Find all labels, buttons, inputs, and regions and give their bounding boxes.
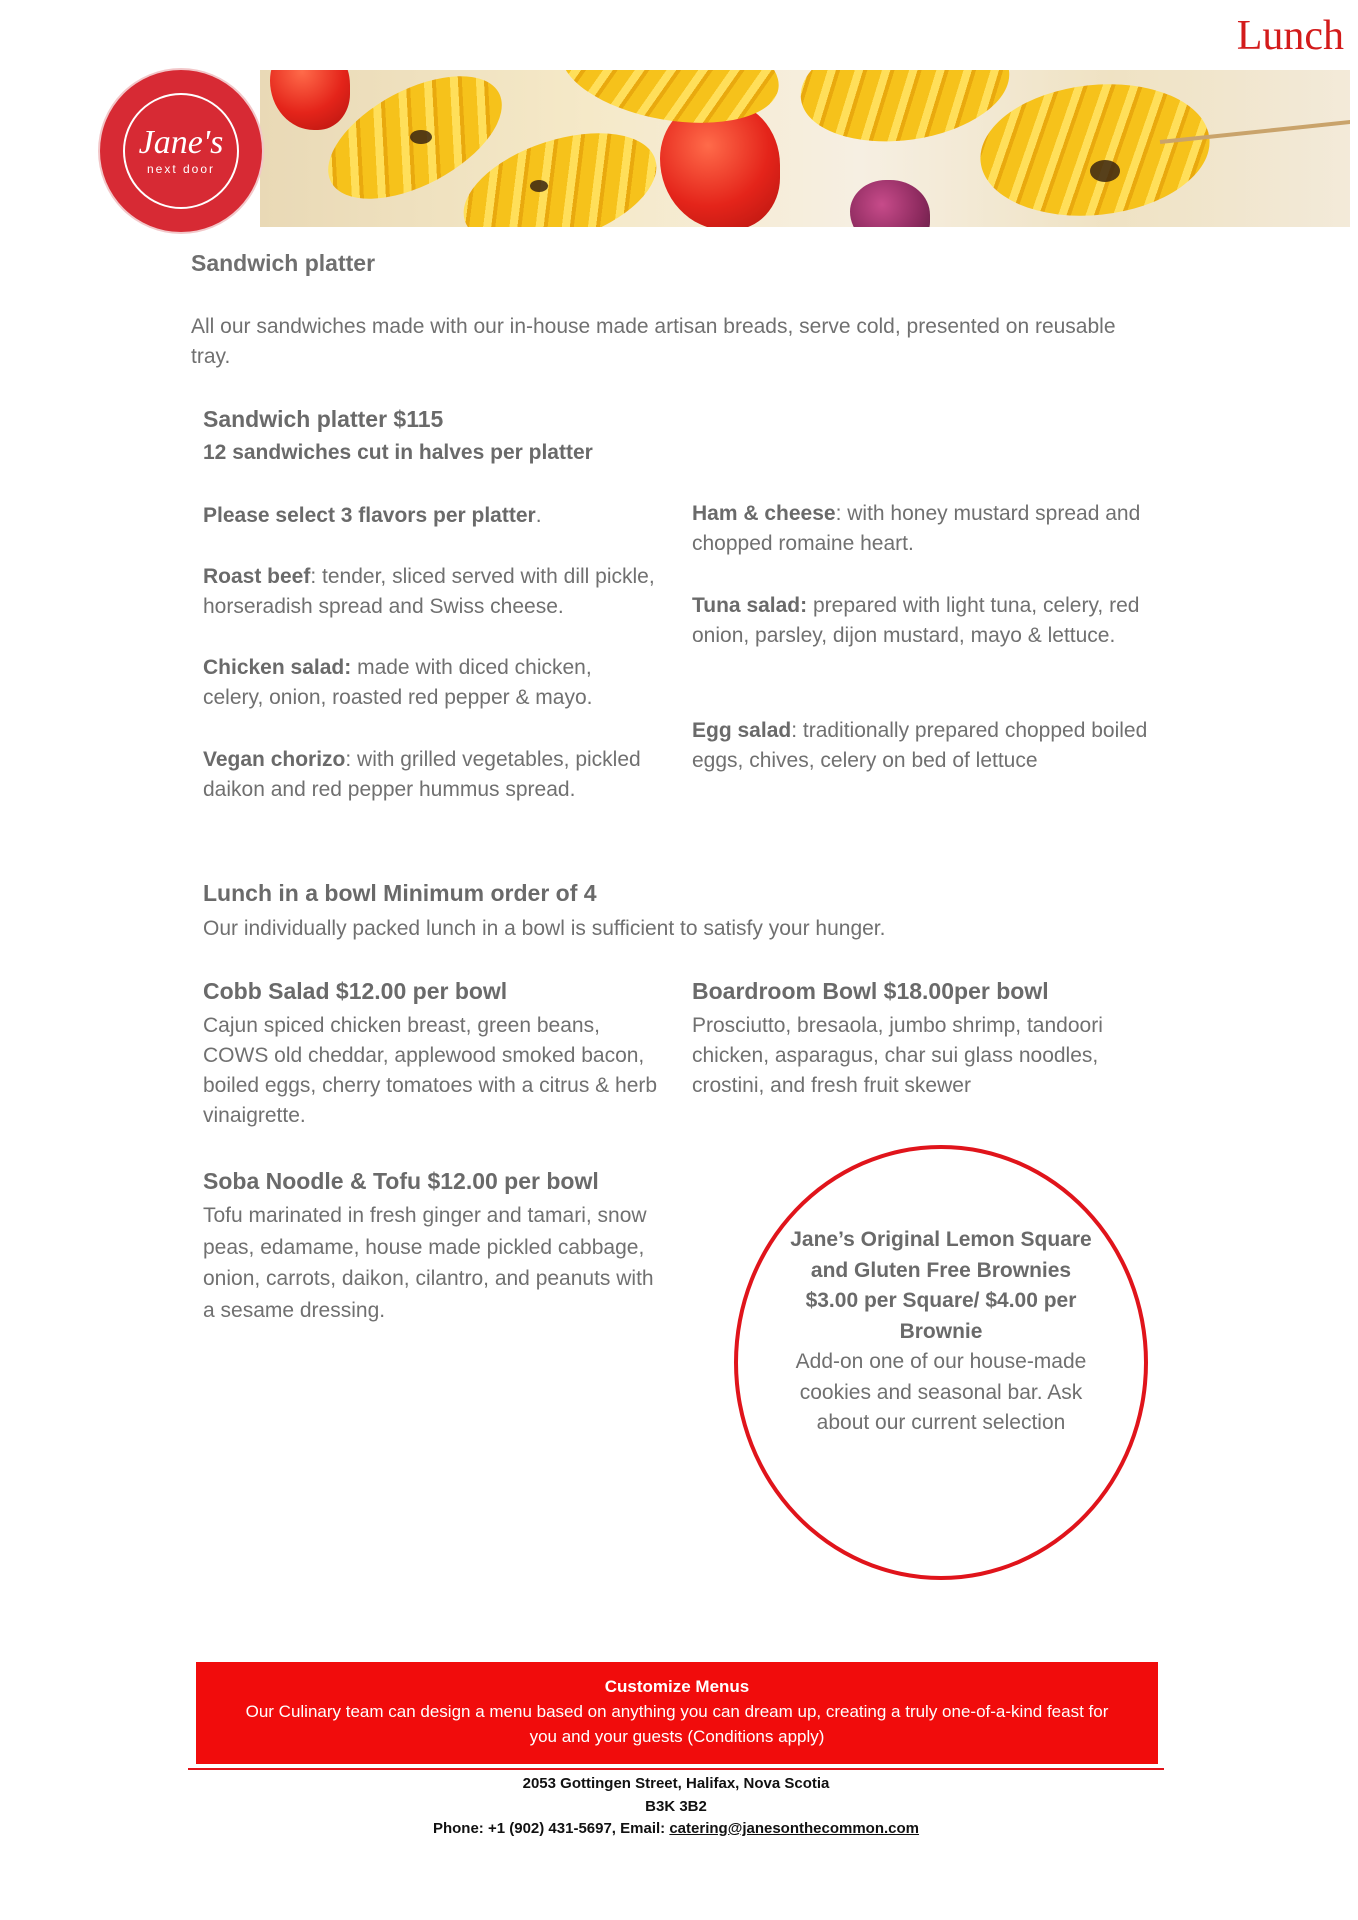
- sandwich-intro: All our sandwiches made with our in-house made artisan breads, serve cold, presented on reusable tray.: [191, 315, 1116, 368]
- email-link[interactable]: catering@janesonthecommon.com: [669, 1820, 920, 1837]
- dessert-price: $3.00 per Square/ $4.00 per Brownie: [805, 1289, 1077, 1343]
- sandwich-platter-title: Sandwich platter $115: [203, 406, 444, 432]
- soba-desc: Tofu marinated in fresh ginger and tamari, snow peas, edamame, house made pickled cabbage, onion, carrots, daikon, cilantro, and peanuts with a sesame dressing.: [203, 1204, 654, 1322]
- item-name: Roast beef: [203, 565, 311, 588]
- footer-contact: [188, 1818, 1164, 1841]
- item-desc: with grilled vegetables, pickled daikon and red pepper hummus spread.: [203, 748, 641, 801]
- list-item: Vegan chorizo: with grilled vegetables, pickled daikon and red pepper hummus spread.: [203, 748, 641, 801]
- logo-name: Jane's: [138, 124, 224, 161]
- select-note-text: Please select 3 flavors per platter: [203, 504, 536, 527]
- item-desc: with honey mustard spread and chopped romaine heart.: [692, 502, 1141, 555]
- dessert-text: [790, 1225, 1092, 1439]
- banner-title: Lunch: [1236, 13, 1344, 59]
- customize-text: Our Culinary team can design a menu based on anything you can dream up, creating a truly one-of-a-kind feast for you and your guests (Conditions apply): [245, 1702, 1109, 1746]
- header-banner-image: [260, 70, 1350, 227]
- boardroom-title: Boardroom Bowl $18.00per bowl: [692, 978, 1049, 1004]
- customize-title: Customize Menus: [604, 1677, 750, 1696]
- logo-ring: [123, 93, 239, 209]
- item-name: Egg salad: [692, 719, 792, 742]
- footer: [188, 1773, 1164, 1841]
- customize-menus-box: [196, 1662, 1158, 1764]
- footer-divider: [188, 1768, 1164, 1770]
- bowl-section-title: Lunch in a bowl Minimum order of 4: [203, 880, 597, 906]
- cobb-title: Cobb Salad $12.00 per bowl: [203, 978, 508, 1004]
- dessert-desc: Add-on one of our house-made cookies and seasonal bar. Ask about our current selection: [795, 1350, 1087, 1434]
- logo: [100, 70, 262, 232]
- select-note: Please select 3 flavors per platter.: [203, 504, 542, 527]
- cobb-desc: Cajun spiced chicken breast, green beans, COWS old cheddar, applewood smoked bacon, boiled eggs, cherry tomatoes with a citrus & herb vinaigrette.: [203, 1014, 658, 1127]
- item-name: Vegan chorizo: [203, 748, 346, 771]
- item-desc: traditionally prepared chopped boiled eggs, chives, celery on bed of lettuce: [692, 719, 1148, 772]
- soba-title: Soba Noodle & Tofu $12.00 per bowl: [203, 1168, 599, 1194]
- item-name: Chicken salad:: [203, 656, 352, 679]
- footer-address: 2053 Gottingen Street, Halifax, Nova Scotia: [522, 1775, 830, 1792]
- list-item: Ham & cheese: with honey mustard spread and chopped romaine heart.: [692, 502, 1141, 555]
- list-item: Roast beef: tender, sliced served with dill pickle, horseradish spread and Swiss cheese.: [203, 565, 655, 618]
- footer-phone: Phone: +1 (902) 431-5697, Email:: [432, 1820, 670, 1837]
- item-desc: made with diced chicken, celery, onion, roasted red pepper & mayo.: [203, 656, 593, 709]
- logo-subtitle: next door: [146, 162, 216, 176]
- footer-postal-code: B3K 3B2: [645, 1797, 707, 1815]
- dessert-title: Jane’s Original Lemon Square and Gluten Free Brownies: [790, 1228, 1092, 1282]
- item-desc: tender, sliced served with dill pickle, horseradish spread and Swiss cheese.: [203, 565, 655, 618]
- item-desc: prepared with light tuna, celery, red onion, parsley, dijon mustard, mayo & lettuce.: [692, 594, 1140, 647]
- item-name: Tuna salad:: [692, 594, 808, 617]
- list-item: [203, 653, 653, 713]
- sandwich-section-title: Sandwich platter: [191, 250, 376, 276]
- sandwich-platter-subtitle: 12 sandwiches cut in halves per platter: [203, 441, 593, 464]
- item-name: Ham & cheese: [692, 502, 836, 525]
- list-item: Egg salad: traditionally prepared chopped boiled eggs, chives, celery on bed of lettuce: [692, 719, 1148, 772]
- list-item: [692, 591, 1152, 651]
- bowl-intro: Our individually packed lunch in a bowl is sufficient to satisfy your hunger.: [203, 917, 886, 940]
- boardroom-desc: Prosciutto, bresaola, jumbo shrimp, tandoori chicken, asparagus, char sui glass noodles, crostini, and fresh fruit skewer: [692, 1014, 1103, 1097]
